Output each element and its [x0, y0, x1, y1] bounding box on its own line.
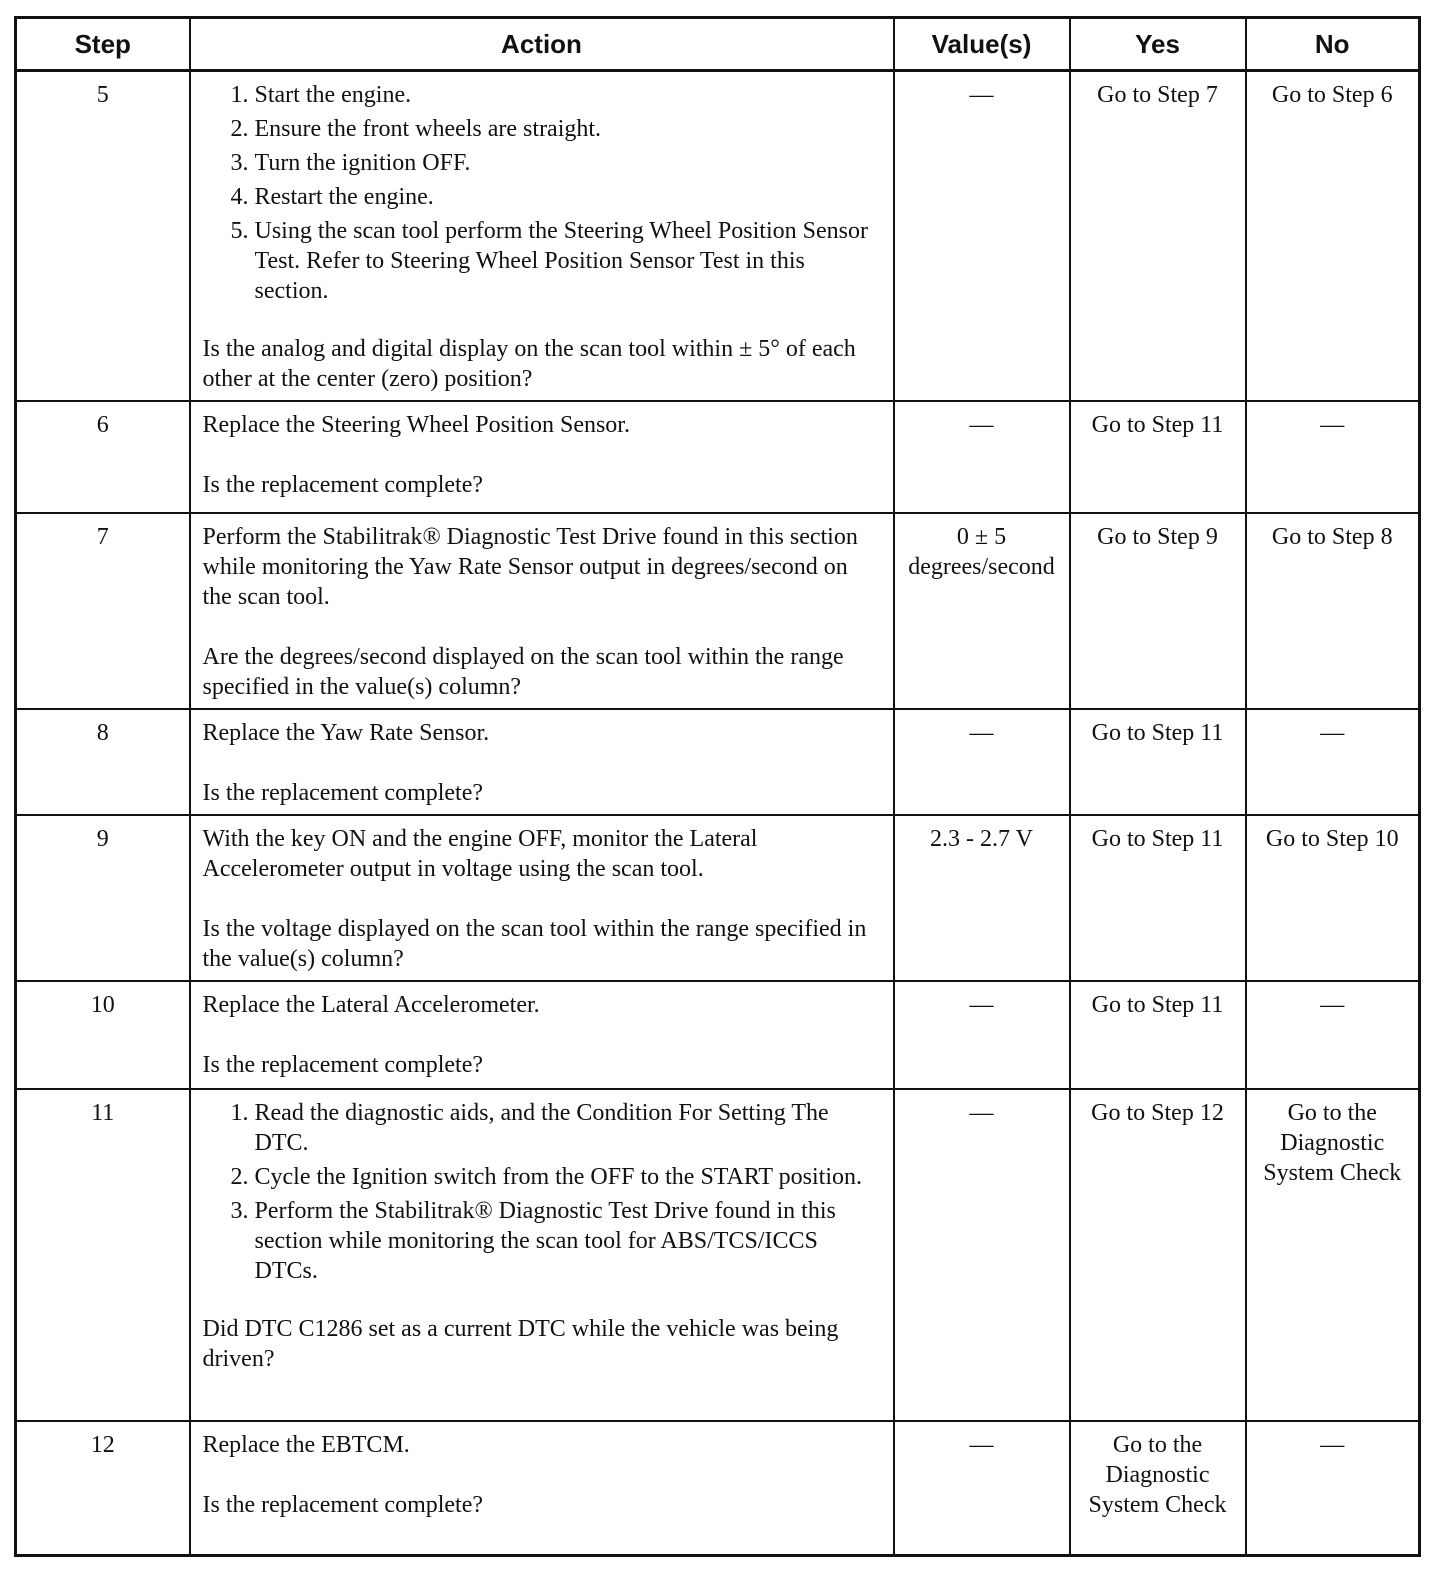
action-question: Is the replacement complete?: [202, 780, 484, 806]
table-row: [16, 1421, 1420, 1556]
action-cell: [190, 709, 894, 815]
header-row: [16, 18, 1420, 71]
header-action: Action: [190, 18, 894, 71]
action-cell: [190, 1089, 894, 1421]
yes-cell: Go to Step 12: [1070, 1089, 1246, 1421]
action-step: 2. Cycle the Ignition switch from the OFF to the START position.: [255, 1162, 883, 1192]
header-values: Value(s): [894, 18, 1070, 71]
table-row: [16, 815, 1420, 981]
yes-cell: Go to the Diagnostic System Check: [1070, 1421, 1246, 1556]
table-row: [16, 71, 1420, 402]
action-text: Perform the Stabilitrak® Diagnostic Test Drive found in this section while monitoring the Yaw Rate Sensor output in degrees/second on the scan tool.: [202, 524, 858, 610]
action-step: 1. Start the engine.: [255, 80, 883, 110]
action-step: 2. Ensure the front wheels are straight.: [255, 114, 883, 144]
action-cell: [190, 1421, 894, 1556]
action-text: With the key ON and the engine OFF, monitor the Lateral Accelerometer output in voltage using the scan tool.: [202, 826, 758, 882]
step-number: 12: [16, 1421, 190, 1556]
no-cell: Go to Step 8: [1246, 513, 1420, 709]
step-number: 8: [16, 709, 190, 815]
action-question: Is the replacement complete?: [202, 472, 484, 498]
action-question: Are the degrees/second displayed on the scan tool within the range specified in the value(s) column?: [202, 644, 844, 700]
action-steps: [203, 1098, 883, 1286]
yes-cell: Go to Step 11: [1070, 815, 1246, 981]
table-row: [16, 709, 1420, 815]
value-cell: —: [894, 981, 1070, 1089]
value-cell: —: [894, 71, 1070, 402]
step-number: 6: [16, 401, 190, 513]
action-cell: [190, 401, 894, 513]
step-number: 5: [16, 71, 190, 402]
no-cell: —: [1246, 981, 1420, 1089]
action-text: Replace the Steering Wheel Position Sensor.: [202, 412, 630, 438]
action-cell: [190, 815, 894, 981]
value-cell: —: [894, 1089, 1070, 1421]
no-cell: —: [1246, 1421, 1420, 1556]
action-question: Is the analog and digital display on the scan tool within ± 5° of each other at the center (zero) position?: [202, 336, 856, 392]
yes-cell: Go to Step 11: [1070, 709, 1246, 815]
action-question: Is the replacement complete?: [202, 1052, 484, 1078]
diagnostic-table: [14, 16, 1421, 1557]
header-yes: Yes: [1070, 18, 1246, 71]
action-cell: [190, 71, 894, 402]
header-no: No: [1246, 18, 1420, 71]
action-cell: [190, 981, 894, 1089]
value-cell: —: [894, 1421, 1070, 1556]
step-number: 10: [16, 981, 190, 1089]
no-cell: Go to Step 10: [1246, 815, 1420, 981]
table-row: [16, 1089, 1420, 1421]
action-text: Replace the Yaw Rate Sensor.: [202, 720, 490, 746]
action-step: 4. Restart the engine.: [255, 182, 883, 212]
table-row: [16, 401, 1420, 513]
no-cell: Go to Step 6: [1246, 71, 1420, 402]
step-number: 9: [16, 815, 190, 981]
yes-cell: Go to Step 11: [1070, 981, 1246, 1089]
step-number: 7: [16, 513, 190, 709]
table-row: [16, 981, 1420, 1089]
action-question: Did DTC C1286 set as a current DTC while the vehicle was being driven?: [202, 1316, 839, 1372]
no-cell: —: [1246, 401, 1420, 513]
yes-cell: Go to Step 11: [1070, 401, 1246, 513]
value-cell: —: [894, 401, 1070, 513]
no-cell: Go to the Diagnostic System Check: [1246, 1089, 1420, 1421]
action-question: Is the replacement complete?: [202, 1492, 484, 1518]
no-cell: —: [1246, 709, 1420, 815]
value-cell: —: [894, 709, 1070, 815]
step-number: 11: [16, 1089, 190, 1421]
action-text: Replace the EBTCM.: [202, 1432, 410, 1458]
value-cell: 2.3 - 2.7 V: [894, 815, 1070, 981]
yes-cell: Go to Step 7: [1070, 71, 1246, 402]
action-step: 3. Perform the Stabilitrak® Diagnostic Test Drive found in this section while monitoring the scan tool for ABS/TCS/ICCS DTCs.: [255, 1196, 883, 1286]
action-steps: [203, 80, 883, 306]
value-cell: 0 ± 5 degrees/second: [894, 513, 1070, 709]
action-step: 1. Read the diagnostic aids, and the Condition For Setting The DTC.: [255, 1098, 883, 1158]
header-step: Step: [16, 18, 190, 71]
yes-cell: Go to Step 9: [1070, 513, 1246, 709]
action-text: Replace the Lateral Accelerometer.: [202, 992, 540, 1018]
table-row: [16, 513, 1420, 709]
action-step: 3. Turn the ignition OFF.: [255, 148, 883, 178]
action-cell: [190, 513, 894, 709]
action-step: 5. Using the scan tool perform the Steering Wheel Position Sensor Test. Refer to Steering Wheel Position Sensor Test in this section.: [255, 216, 883, 306]
action-question: Is the voltage displayed on the scan tool within the range specified in the value(s) column?: [202, 916, 867, 972]
